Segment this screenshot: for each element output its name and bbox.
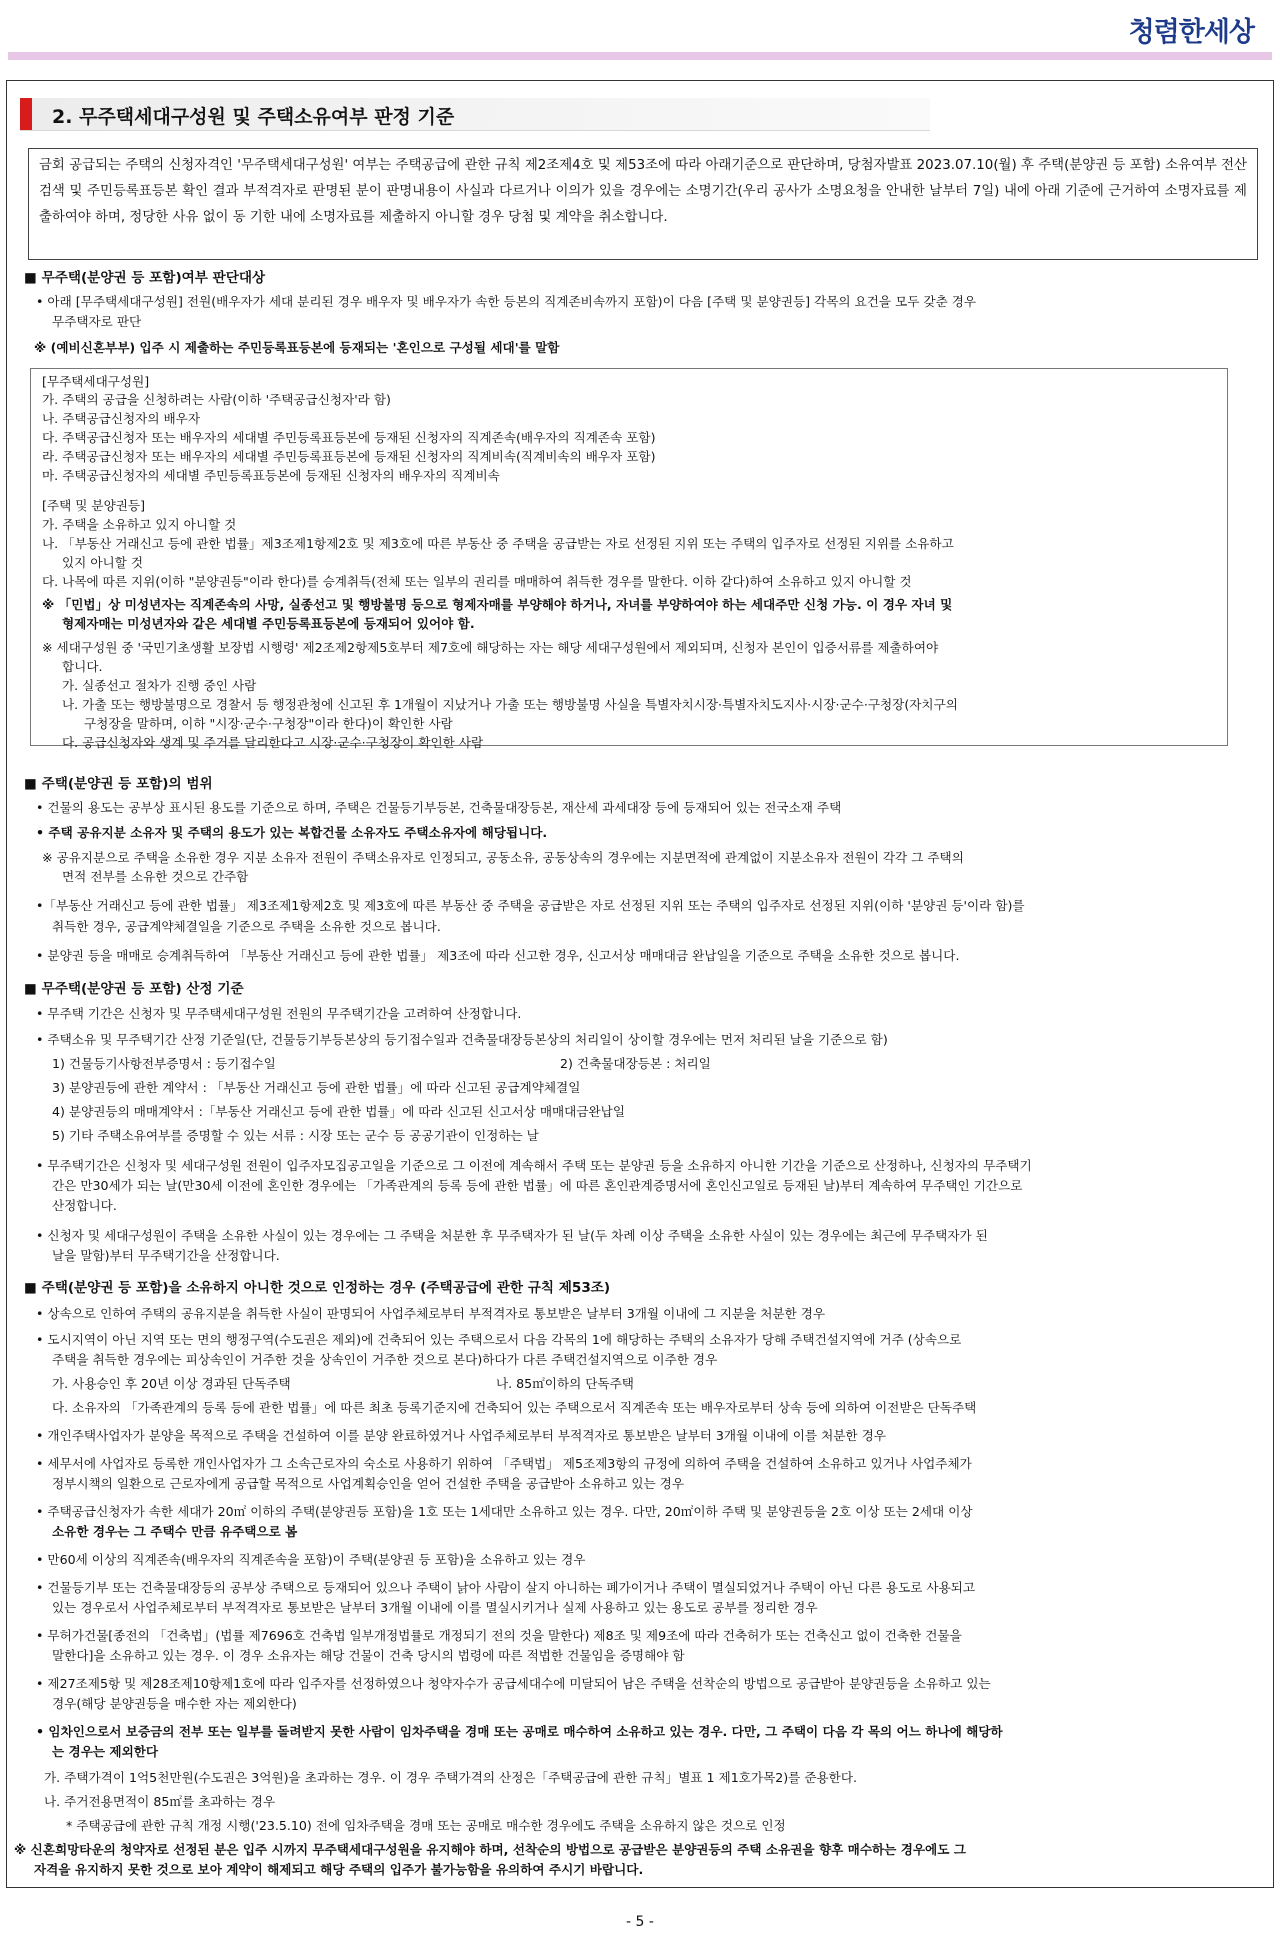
body-text-line: 나. 가출 또는 행방불명으로 경찰서 등 행정관청에 신고된 후 1개월이 지났거나 가출 또는 행방불명 사실을 특별자치시장·특별자치도지사·시장·군수·구청장(자치구의 xyxy=(62,697,958,712)
body-text-line: 무주택자로 판단 xyxy=(52,314,142,329)
body-text-line: • 세무서에 사업자로 등록한 개인사업자가 그 소속근로자의 숙소로 사용하기 위하여 「주택법」 제5조제3항의 규정에 의하여 주택을 건설하여 소유하고 있거나 사업주체가 xyxy=(36,1456,972,1471)
body-text-line: 1) 건물등기사항전부증명서 : 등기접수일 xyxy=(52,1056,276,1071)
body-text-line: 말한다]을 소유하고 있는 경우. 이 경우 소유자는 해당 건물이 건축 당시의 법령에 따른 적법한 건물임을 증명해야 함 xyxy=(52,1648,685,1663)
body-text-line: • 아래 [무주택세대구성원] 전원(배우자가 세대 분리된 경우 배우자 및 배우자가 속한 등본의 직계존비속까지 포함)이 다음 [주택 및 분양권등] 각목의 요건을 모두 갖춘 경우 xyxy=(36,294,977,309)
body-text-line: ※ (예비신혼부부) 입주 시 제출하는 주민등록표등본에 등재되는 '혼인으로 구성될 세대'를 말함 xyxy=(34,340,560,355)
intro-notice-box: 금회 공급되는 주택의 신청자격인 '무주택세대구성원' 여부는 주택공급에 관한 규칙 제2조제4호 및 제53조에 따라 아래기준으로 판단하며, 당첨자발표 2023.07.10(월) 후 주택(분양권 등 포함) 소유여부 전산검색 및 주민등록표등본 확인 결과 부적격자로 판명된 분이 판명내용이 사실과 다르거나 이의가 있을 경우에는 소명기간(우리 공사가 소명요청을 안내한 날부터 7일) 내에 아래 기준에 근거하여 소명자료를 제출하여야 하며, 정당한 사유 없이 동 기한 내에 소명자료를 제출하지 아니할 경우 당첨 및 계약을 취소합니다. xyxy=(28,148,1258,260)
body-text-line: 간은 만30세가 되는 날(만30세 이전에 혼인한 경우에는 「가족관계의 등록 등에 관한 법률」에 따른 혼인관계증명서에 혼인신고일로 등재된 날)부터 계속하여 무주택인 기간으로 xyxy=(52,1178,1023,1193)
section-title: 2. 무주택세대구성원 및 주택소유여부 판정 기준 xyxy=(52,106,455,128)
body-text-line: • 주택소유 및 무주택기간 산정 기준일(단, 건물등기부등본상의 등기접수일과 건축물대장등본상의 처리일이 상이할 경우에는 먼저 처리된 날을 기준으로 함) xyxy=(36,1032,888,1047)
body-text-line: • 주택 공유지분 소유자 및 주택의 용도가 있는 복합건물 소유자도 주택소유자에 해당됩니다. xyxy=(36,825,548,840)
section-subheading: ■ 주택(분양권 등 포함)을 소유하지 아니한 것으로 인정하는 경우 (주택공급에 관한 규칙 제53조) xyxy=(24,1280,611,1296)
body-text-line: • 무주택기간은 신청자 및 세대구성원 전원이 입주자모집공고일을 기준으로 그 이전에 계속해서 주택 또는 분양권 등을 소유하지 아니한 기간을 기준으로 산정하나, 신청자의 무주택기 xyxy=(36,1158,1032,1173)
section-subheading: ■ 무주택(분양권 등 포함) 산정 기준 xyxy=(24,981,244,997)
body-text-line: ※ 신혼희망타운의 청약자로 선정된 분은 입주 시까지 무주택세대구성원을 유지해야 하며, 선착순의 방법으로 공급받은 분양권등의 주택 소유권을 향후 매수하는 경우에도 그 xyxy=(14,1842,966,1857)
body-text-line: 합니다. xyxy=(62,659,103,674)
section-subheading: ■ 주택(분양권 등 포함)의 범위 xyxy=(24,776,213,792)
header-divider xyxy=(8,52,1272,60)
body-text-line: 가. 주택을 소유하고 있지 아니할 것 xyxy=(42,517,237,532)
body-text-line: • 도시지역이 아닌 지역 또는 면의 행정구역(수도권은 제외)에 건축되어 있는 주택으로서 다음 각목의 1에 해당하는 주택의 소유자가 당해 주택건설지역에 거주 (상속으로 xyxy=(36,1332,962,1347)
body-text-line: 정부시책의 일환으로 근로자에게 공급할 목적으로 사업계획승인을 얻어 건설한 주택을 공급받아 소유하고 있는 경우 xyxy=(52,1476,684,1491)
body-text-line: 5) 기타 주택소유여부를 증명할 수 있는 서류 : 시장 또는 군수 등 공공기관이 인정하는 날 xyxy=(52,1128,539,1143)
body-text-line: 날을 말함)부터 무주택기간을 산정합니다. xyxy=(52,1248,280,1263)
body-text-line: 형제자매는 미성년자와 같은 세대별 주민등록표등본에 등재되어 있어야 함. xyxy=(62,616,475,631)
body-text-line: 주택을 취득한 경우에는 피상속인이 거주한 것을 상속인이 거주한 것으로 본다)하다가 다른 주택건설지역으로 이주한 경우 xyxy=(52,1352,718,1367)
body-text-line: 다. 주택공급신청자 또는 배우자의 세대별 주민등록표등본에 등재된 신청자의 직계존속(배우자의 직계존속 포함) xyxy=(42,430,656,445)
body-text-line: • 신청자 및 세대구성원이 주택을 소유한 사실이 있는 경우에는 그 주택을 처분한 후 무주택자가 된 날(두 차례 이상 주택을 소유한 사실이 있는 경우에는 최근에 무주택자가 된 xyxy=(36,1228,988,1243)
logo-text: 청렴한세상 xyxy=(1128,17,1254,48)
body-text-line: 나. 주거전용면적이 85㎡를 초과하는 경우 xyxy=(44,1794,276,1809)
body-text-line: [무주택세대구성원] xyxy=(42,374,150,389)
body-text-line: 가. 주택의 공급을 신청하려는 사람(이하 '주택공급신청자'라 함) xyxy=(42,392,391,407)
body-text-line: * 주택공급에 관한 규칙 개정 시행('23.5.10) 전에 임차주택을 경매 또는 공매로 매수한 경우에도 주택을 소유하지 않은 것으로 인정 xyxy=(66,1818,786,1833)
page-number: - 5 - xyxy=(626,1914,654,1930)
body-text-line: • 임차인으로서 보증금의 전부 또는 일부를 돌려받지 못한 사람이 임차주택을 경매 또는 공매로 매수하여 소유하고 있는 경우. 다만, 그 주택이 다음 각 목의 어느 하나에 해당하 xyxy=(36,1724,1003,1739)
body-text-line: 있는 경우로서 사업주체로부터 부적격자로 통보받은 날부터 3개월 이내에 이를 멸실시키거나 실제 사용하고 있는 용도로 공부를 정리한 경우 xyxy=(52,1600,818,1615)
body-text-line: 취득한 경우, 공급계약체결일을 기준으로 주택을 소유한 것으로 봅니다. xyxy=(52,919,441,934)
body-text-line: [주택 및 분양권등] xyxy=(42,498,145,513)
logo xyxy=(1129,10,1254,49)
body-text-line: • 분양권 등을 매매로 승계취득하여 「부동산 거래신고 등에 관한 법률」 제3조에 따라 신고한 경우, 신고서상 매매대금 완납일을 기준으로 주택을 소유한 것으로 봅니다. xyxy=(36,948,960,963)
body-text-line: 2) 건축물대장등본 : 처리일 xyxy=(560,1056,711,1071)
body-text-line: 산정합니다. xyxy=(52,1198,117,1213)
body-text-line: 경우(해당 분양권등을 매수한 자는 제외한다) xyxy=(52,1696,297,1711)
body-text-line: • 만60세 이상의 직계존속(배우자의 직계존속을 포함)이 주택(분양권 등 포함)을 소유하고 있는 경우 xyxy=(36,1552,586,1567)
body-text-line: 소유한 경우는 그 주택수 만큼 유주택으로 봄 xyxy=(52,1524,298,1539)
body-text-line: • 건물등기부 또는 건축물대장등의 공부상 주택으로 등재되어 있으나 주택이 낡아 사람이 살지 아니하는 폐가이거나 주택이 멸실되었거나 주택이 아닌 다른 용도로 사용되고 xyxy=(36,1580,976,1595)
body-text-line: •「부동산 거래신고 등에 관한 법률」 제3조제1항제2호 및 제3호에 따른 부동산 중 주택을 공급받은 자로 선정된 지위 또는 주택의 입주자로 선정된 지위(이하 '분양권 등'이라 함)를 xyxy=(36,898,1025,913)
body-text-line: • 개인주택사업자가 분양을 목적으로 주택을 건설하여 이를 분양 완료하였거나 사업주체로부터 부적격자로 통보받은 날부터 3개월 이내에 이를 처분한 경우 xyxy=(36,1428,886,1443)
body-text-line: • 주택공급신청자가 속한 세대가 20㎡ 이하의 주택(분양권등 포함)을 1호 또는 1세대만 소유하고 있는 경우. 다만, 20㎡이하 주택 및 분양권등을 2호 이상 또는 2세대 이상 xyxy=(36,1504,973,1519)
body-text-line: 다. 소유자의 「가족관계의 등록 등에 관한 법률」에 따른 최초 등록기준지에 건축되어 있는 주택으로서 직계존속 또는 배우자로부터 상속 등에 의하여 이전받은 단독주택 xyxy=(52,1400,977,1415)
body-text-line: 4) 분양권등의 매매계약서 :「부동산 거래신고 등에 관한 법률」에 따라 신고된 신고서상 매매대금완납일 xyxy=(52,1104,626,1119)
body-text-line: 라. 주택공급신청자 또는 배우자의 세대별 주민등록표등본에 등재된 신청자의 직계비속(직계비속의 배우자 포함) xyxy=(42,449,656,464)
section-heading xyxy=(20,98,930,131)
body-text-line: 면적 전부를 소유한 것으로 간주함 xyxy=(62,869,249,884)
body-text-line: 마. 주택공급신청자의 세대별 주민등록표등본에 등재된 신청자의 배우자의 직계비속 xyxy=(42,468,500,483)
body-text-line: ※ 「민법」상 미성년자는 직계존속의 사망, 실종선고 및 행방불명 등으로 형제자매를 부양해야 하거나, 자녀를 부양하여야 하는 세대주만 신청 가능. 이 경우 자녀 및 xyxy=(42,597,953,612)
body-text-line: 나. 85㎡이하의 단독주택 xyxy=(496,1376,634,1391)
body-text-line: • 건물의 용도는 공부상 표시된 용도를 기준으로 하며, 주택은 건물등기부등본, 건축물대장등본, 재산세 과세대장 등에 등재되어 있는 전국소재 주택 xyxy=(36,800,842,815)
body-text-line: 가. 주택가격이 1억5천만원(수도권은 3억원)을 초과하는 경우. 이 경우 주택가격의 산정은「주택공급에 관한 규칙」별표 1 제1호가목2)를 준용한다. xyxy=(44,1770,857,1785)
body-text-line: 가. 실종선고 절차가 진행 중인 사람 xyxy=(62,678,257,693)
body-text-line: • 무허가건물[종전의 「건축법」(법률 제7696호 건축법 일부개정법률로 개정되기 전의 것을 말한다) 제8조 및 제9조에 따라 건축허가 또는 건축신고 없이 건축한 건물을 xyxy=(36,1628,962,1643)
body-text-line: 나. 「부동산 거래신고 등에 관한 법률」제3조제1항제2호 및 제3호에 따른 부동산 중 주택을 공급받는 자로 선정된 지위 또는 주택의 입주자로 선정된 지위를 소유하고 xyxy=(42,536,954,551)
body-text-line: 나. 주택공급신청자의 배우자 xyxy=(42,411,200,426)
body-text-line: 구청장을 말하며, 이하 "시장·군수·구청장"이라 한다)이 확인한 사람 xyxy=(84,716,453,731)
section-subheading: ■ 무주택(분양권 등 포함)여부 판단대상 xyxy=(24,270,266,286)
body-text-line: 는 경우는 제외한다 xyxy=(52,1744,159,1759)
body-text-line: 가. 사용승인 후 20년 이상 경과된 단독주택 xyxy=(52,1376,291,1391)
body-text-line: 자격을 유지하지 못한 것으로 보아 계약이 해제되고 해당 주택의 입주가 불가능함을 유의하여 주시기 바랍니다. xyxy=(34,1862,644,1877)
body-text-line: 다. 나목에 따른 지위(이하 "분양권등"이라 한다)를 승계취득(전체 또는 일부의 권리를 매매하여 취득한 경우를 말한다. 이하 같다)하여 소유하고 있지 아니할 것 xyxy=(42,574,912,589)
body-text-line: • 무주택 기간은 신청자 및 무주택세대구성원 전원의 무주택기간을 고려하여 산정합니다. xyxy=(36,1006,522,1021)
body-text-line: ※ 세대구성원 중 '국민기초생활 보장법 시행령' 제2조제2항제5호부터 제7호에 해당하는 자는 해당 세대구성원에서 제외되며, 신청자 본인이 입증서류를 제출하여야 xyxy=(42,640,939,655)
body-text-line: 3) 분양권등에 관한 계약서 : 「부동산 거래신고 등에 관한 법률」에 따라 신고된 공급계약체결일 xyxy=(52,1080,581,1095)
body-text-line: 다. 공급신청자와 생계 및 주거를 달리한다고 시장·군수·구청장이 확인한 사람 xyxy=(62,735,484,750)
body-text-line: 있지 아니할 것 xyxy=(62,555,143,570)
body-text-line: ※ 공유지분으로 주택을 소유한 경우 지분 소유자 전원이 주택소유자로 인정되고, 공동소유, 공동상속의 경우에는 지분면적에 관계없이 지분소유자 전원이 각각 그 주택의 xyxy=(42,850,964,865)
body-text-line: • 제27조제5항 및 제28조제10항제1호에 따라 입주자를 선정하였으나 청약자수가 공급세대수에 미달되어 남은 주택을 선착순의 방법으로 공급받아 분양권등을 소유하고 있는 xyxy=(36,1676,991,1691)
heading-accent-bar xyxy=(20,98,32,130)
body-text-line: • 상속으로 인하여 주택의 공유지분을 취득한 사실이 판명되어 사업주체로부터 부적격자로 통보받은 날부터 3개월 이내에 그 지분을 처분한 경우 xyxy=(36,1306,826,1321)
